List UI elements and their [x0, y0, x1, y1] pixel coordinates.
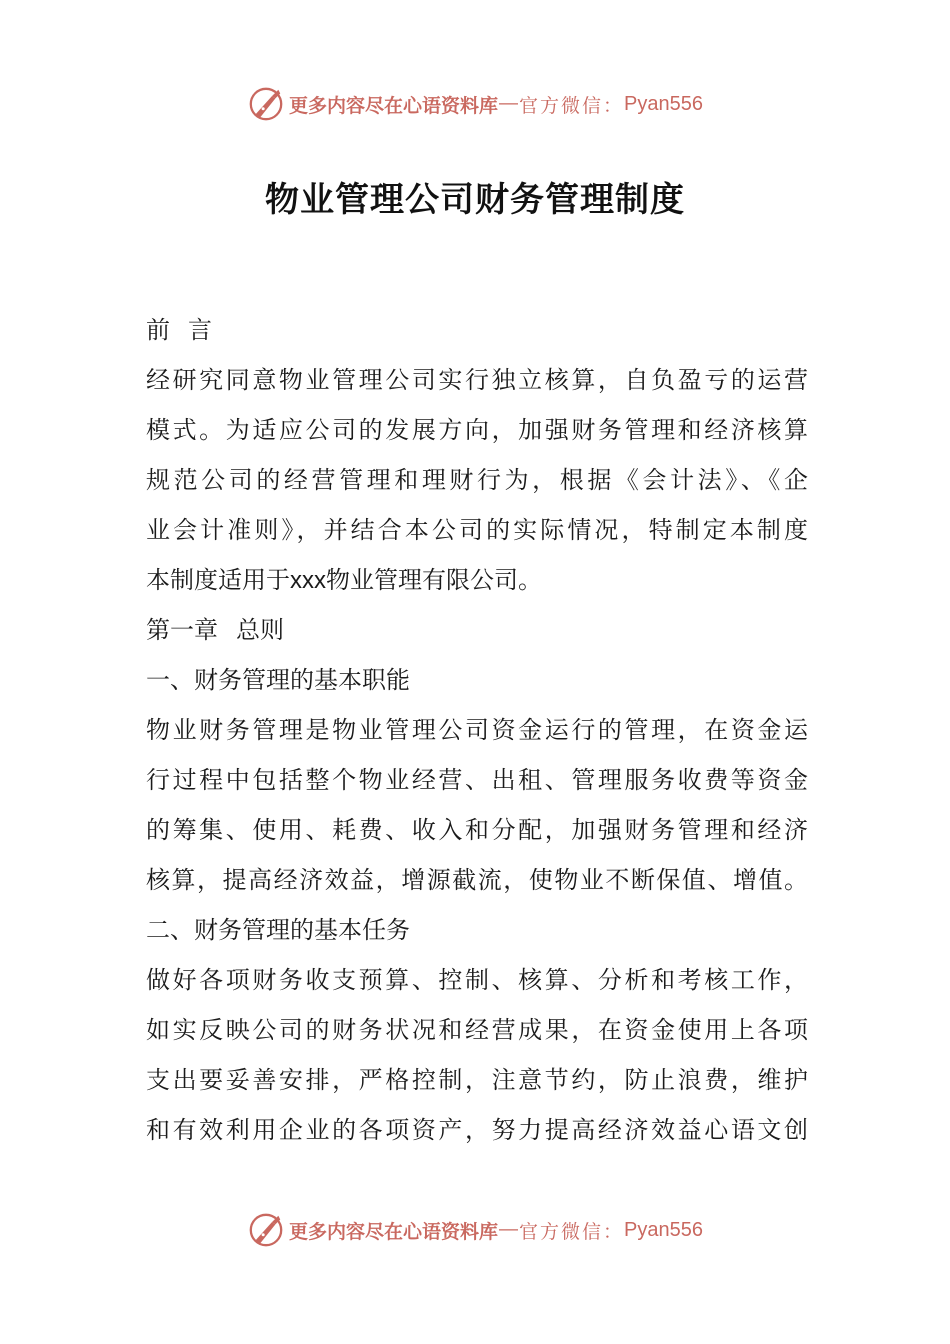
paragraph-line: 支出要妥善安排，严格控制，注意节约，防止浪费，维护	[146, 1066, 808, 1094]
paragraph-line: 行过程中包括整个物业经营、出租、管理服务收费等资金	[146, 766, 808, 794]
scope-company-placeholder: xxx	[290, 567, 326, 594]
scope-text-pre: 本制度适用于	[146, 566, 290, 594]
pen-nib-logo-icon	[247, 1211, 285, 1249]
paragraph-line: 业会计准则》，并结合本公司的实际情况，特制定本制度	[146, 516, 808, 544]
section-heading: 一、财务管理的基本职能	[146, 666, 410, 694]
banner-wechat-label: 官方微信：	[519, 1220, 625, 1243]
paragraph-line: 规范公司的经营管理和理财行为，根据《会计法》、《企	[146, 466, 808, 494]
scope-text-post: 物业管理有限公司。	[326, 566, 542, 594]
paragraph-line: 如实反映公司的财务状况和经营成果，在资金使用上各项	[146, 1016, 808, 1044]
banner-dash: —	[499, 93, 519, 114]
chapter-heading	[146, 605, 808, 655]
banner-brand-text: 更多内容尽在心语资料库	[289, 1220, 499, 1243]
paragraph-line: 做好各项财务收支预算、控制、核算、分析和考核工作，	[146, 966, 808, 994]
banner-wechat-id: Pyan556	[624, 1218, 703, 1241]
preface-heading	[146, 305, 808, 355]
chapter-title: 总则	[236, 616, 284, 644]
banner-wechat-label: 官方微信：	[519, 94, 625, 117]
header-banner	[0, 82, 950, 126]
paragraph-line: 核算，提高经济效益，增源截流，使物业不断保值、增值。	[146, 866, 808, 894]
section-heading: 二、财务管理的基本任务	[146, 916, 410, 944]
paragraph-line: 模式。为适应公司的发展方向，加强财务管理和经济核算	[146, 416, 808, 444]
banner-brand-text: 更多内容尽在心语资料库	[289, 94, 499, 117]
preface-char-2: 言	[188, 316, 212, 344]
chapter-number: 第一章	[146, 616, 218, 644]
banner-wechat-id: Pyan556	[624, 92, 703, 115]
paragraph-line-scope	[146, 555, 808, 605]
preface-char-1: 前	[146, 316, 170, 344]
banner-dash: —	[499, 1219, 519, 1240]
footer-banner	[0, 1208, 950, 1252]
paragraph-line: 的筹集、使用、耗费、收入和分配，加强财务管理和经济	[146, 816, 808, 844]
document-body	[146, 305, 808, 1155]
document-title: 物业管理公司财务管理制度	[265, 180, 685, 220]
paragraph-line: 经研究同意物业管理公司实行独立核算，自负盈亏的运营	[146, 366, 808, 394]
pen-nib-logo-icon	[247, 85, 285, 123]
paragraph-line: 和有效利用企业的各项资产，努力提高经济效益心语文创	[146, 1116, 808, 1144]
paragraph-line: 物业财务管理是物业管理公司资金运行的管理，在资金运	[146, 716, 808, 744]
